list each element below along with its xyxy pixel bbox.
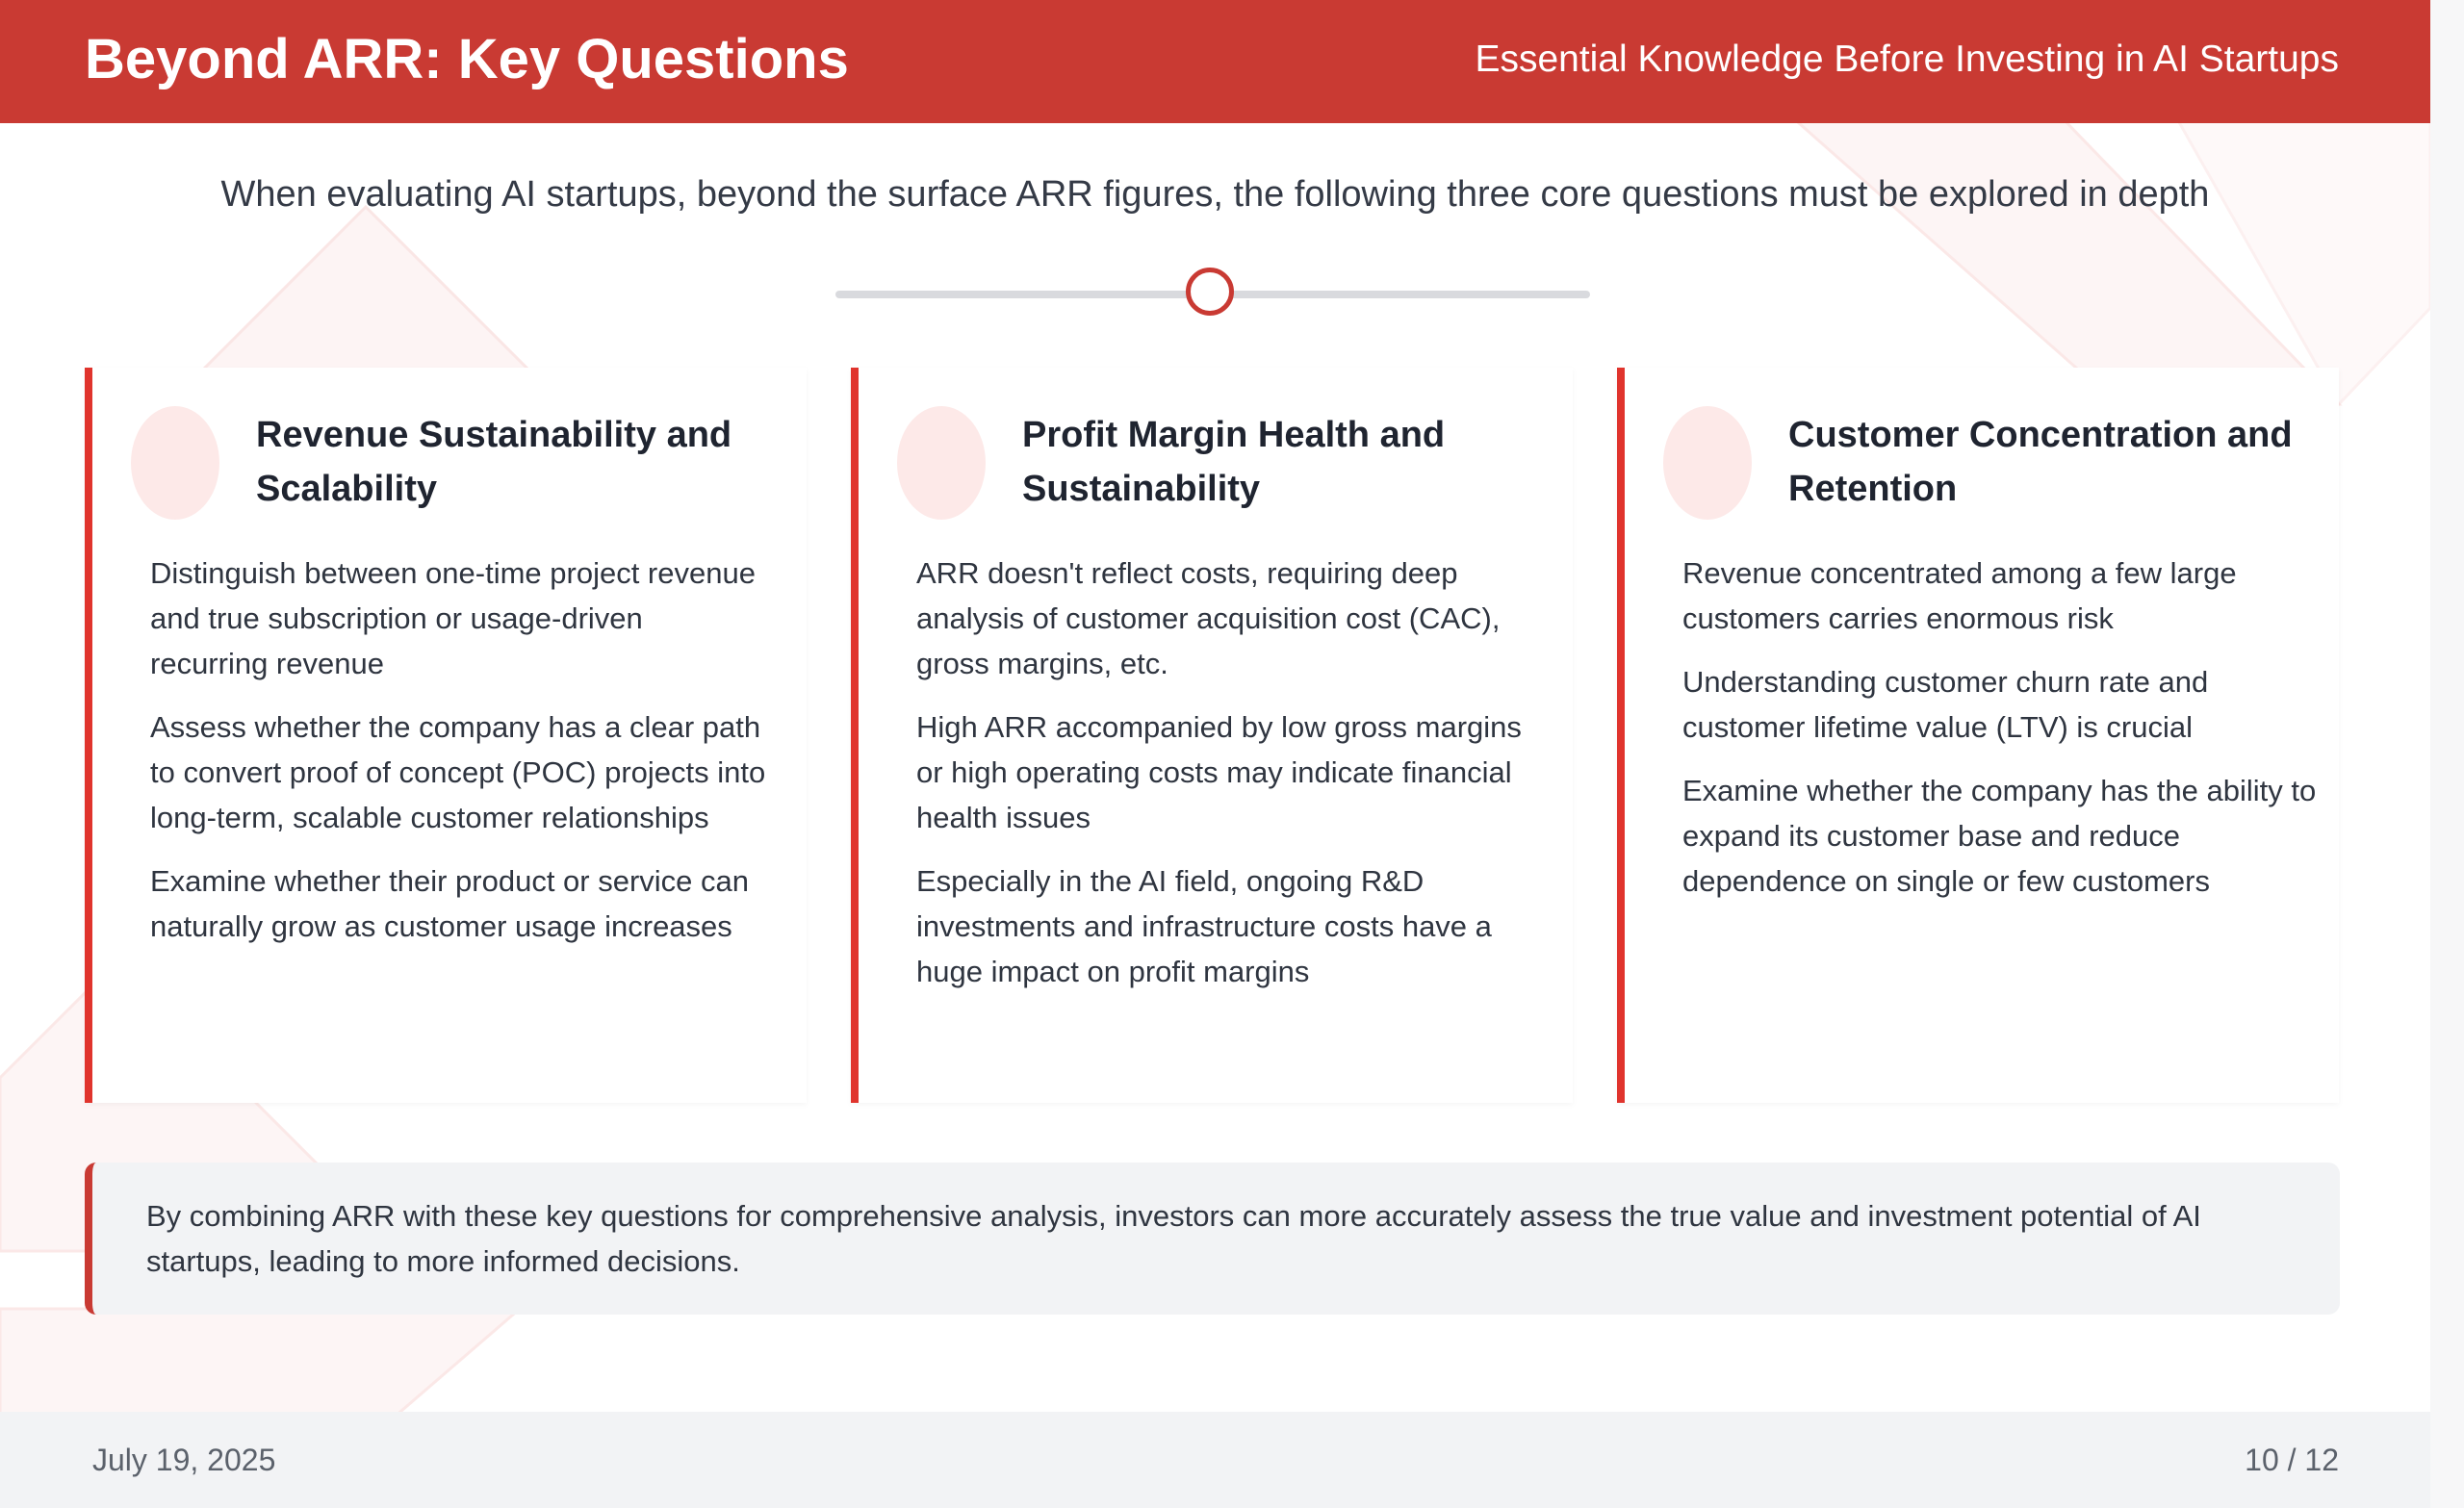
card-point: Assess whether the company has a clear path to convert proof of concept (POC) projects into long-term, scalable customer relationships [150, 710, 766, 834]
card-circle-icon [897, 406, 986, 520]
card-title: Profit Margin Health and Sustainability [1022, 415, 1446, 509]
card-point: Understanding customer churn rate and customer lifetime value (LTV) is crucial [1682, 665, 2209, 744]
card-point-list [1682, 550, 2318, 922]
card-circle-icon [131, 406, 219, 520]
summary-text: By combining ARR with these key questions for comprehensive analysis, investors can more accurately assess the true value and investment potential of AI startups, leading to more informed decisions. [146, 1199, 2201, 1278]
page-title: Beyond ARR: Key Questions [85, 28, 849, 90]
card-point-list [916, 550, 1552, 1012]
footer-date: July 19, 2025 [92, 1443, 276, 1477]
card-profit-margin [851, 368, 1573, 1103]
window-gutter [2430, 0, 2464, 1508]
header-bar [0, 0, 2430, 123]
intro-text: When evaluating AI startups, beyond the surface ARR figures, the following three core questions must be explored in depth [220, 174, 2210, 215]
card-point: Revenue concentrated among a few large customers carries enormous risk [1682, 556, 2237, 635]
card-title: Customer Concentration and Retention [1788, 415, 2293, 509]
card-point-list [150, 550, 766, 967]
card-point: Examine whether their product or service can naturally grow as customer usage increases [150, 864, 750, 943]
card-circle-icon [1663, 406, 1752, 520]
card-customer-concentration [1617, 368, 2339, 1103]
card-point: ARR doesn't reflect costs, requiring deep analysis of customer acquisition cost (CAC), gross margins, etc. [916, 556, 1501, 680]
card-point: Examine whether the company has the ability to expand its customer base and reduce dependence on single or few customers [1682, 774, 2317, 898]
card-point: Distinguish between one-time project revenue and true subscription or usage-driven recurring revenue [150, 556, 756, 680]
card-revenue-sustainability [85, 368, 807, 1103]
divider-circle-icon [1186, 268, 1234, 316]
page-number: 10 / 12 [2245, 1443, 2339, 1477]
summary-panel [85, 1163, 2340, 1315]
card-point: High ARR accompanied by low gross margins or high operating costs may indicate financial health issues [916, 710, 1522, 834]
card-point: Especially in the AI field, ongoing R&D investments and infrastructure costs have a huge impact on profit margins [916, 864, 1492, 988]
card-title: Revenue Sustainability and Scalability [256, 415, 732, 509]
footer-bar [0, 1412, 2430, 1508]
page-subtitle: Essential Knowledge Before Investing in AI Startups [1475, 38, 2339, 80]
